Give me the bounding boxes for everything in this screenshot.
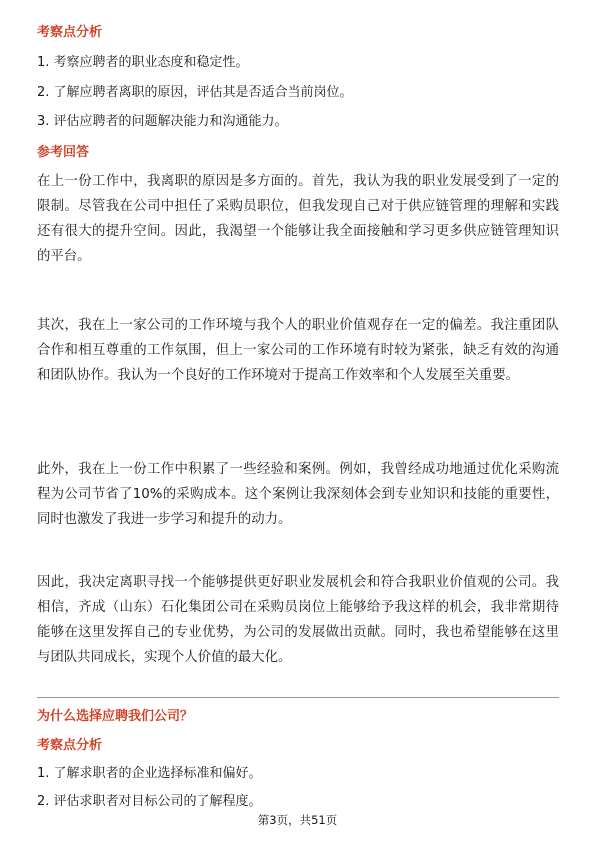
answer-paragraph: 此外，我在上一份工作中积累了一些经验和案例。例如，我曾经成功地通过优化采购流程为公司节省了10%的采购成本。这个案例让我深刻体会到专业知识和技能的重要性，同时也激发了我进一步学习和提升的动力。 bbox=[37, 462, 559, 527]
section-divider bbox=[37, 697, 559, 698]
answer-paragraph: 因此，我决定离职寻找一个能够提供更好职业发展机会和符合我职业价值观的公司。我相信，齐成（山东）石化集团公司在采购员岗位上能够给予我这样的机会，我非常期待能够在这里发挥自己的专业优势，为公司的发展做出贡献。同时，我也希望能够在这里与团队共同成长，实现个人价值的最大化。 bbox=[37, 575, 559, 665]
analysis-item: 1. 考察应聘者的职业态度和稳定性。 bbox=[37, 55, 249, 70]
analysis-heading: 考察点分析 bbox=[37, 25, 103, 40]
answer-heading: 参考回答 bbox=[37, 145, 90, 160]
page-indicator: 第3页，共51页 bbox=[257, 813, 338, 827]
question-heading: 为什么选择应聘我们公司？ bbox=[37, 709, 194, 724]
analysis-item: 1. 了解求职者的企业选择标准和偏好。 bbox=[37, 766, 262, 781]
analysis-item: 2. 评估求职者对目标公司的了解程度。 bbox=[37, 794, 262, 809]
analysis-item: 2. 了解应聘者离职的原因，评估其是否适合当前岗位。 bbox=[37, 85, 353, 100]
answer-paragraph: 在上一份工作中，我离职的原因是多方面的。首先，我认为我的职业发展受到了一定的限制。尽管我在公司中担任了采购员职位，但我发现自己对于供应链管理的理解和实践还有很大的提升空间。因此，我渴望一个能够让我全面接触和学习更多供应链管理知识的平台。 bbox=[37, 174, 559, 264]
analysis-item: 3. 评估应聘者的问题解决能力和沟通能力。 bbox=[37, 114, 288, 129]
answer-paragraph: 其次，我在上一家公司的工作环境与我个人的职业价值观存在一定的偏差。我注重团队合作和相互尊重的工作氛围，但上一家公司的工作环境有时较为紧张，缺乏有效的沟通和团队协作。我认为一个良好的工作环境对于提高工作效率和个人发展至关重要。 bbox=[37, 318, 559, 383]
analysis-heading: 考察点分析 bbox=[37, 738, 103, 753]
